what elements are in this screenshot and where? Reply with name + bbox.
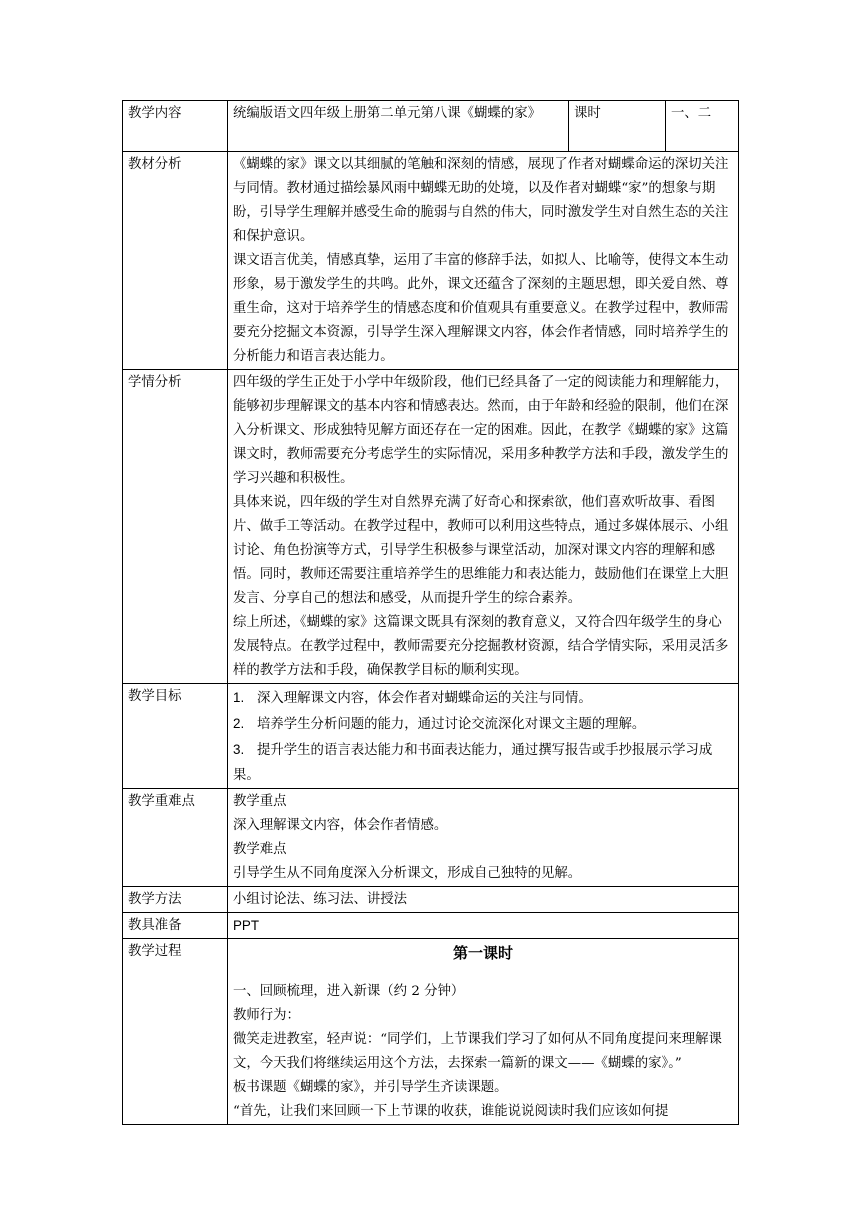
label-students: 学情分析 — [123, 370, 228, 684]
goal-number: 2. — [233, 716, 245, 731]
students-para: 综上所述，《蝴蝶的家》这篇课文既具有深刻的教育意义，又符合四年级学生的身心发展特点。在教学过程中，教师需要充分挖掘教材资源，结合学情实际，采用灵活多样的教学方法和手段，确保教学目标的顺利实现。 — [233, 615, 729, 678]
row-keypoints — [123, 789, 739, 887]
value-keypoints — [228, 789, 739, 887]
label-process: 教学过程 — [123, 939, 228, 1125]
value-goals — [228, 684, 739, 789]
process-line: 板书课题《蝴蝶的家》，并引导学生齐读课题。 — [233, 1080, 508, 1095]
row-material — [123, 152, 739, 370]
row-process — [123, 939, 739, 1125]
keypoint-heading: 教学重点 — [233, 794, 287, 809]
material-para: 课文语言优美，情感真挚，运用了丰富的修辞手法，如拟人、比喻等，使得文本生动形象，易于激发学生的共鸣。此外，课文还蕴含了深刻的主题思想，即关爱自然、尊重生命，这对于培养学生的情感态度和价值观具有重要意义。在教学过程中，教师需要充分挖掘文本资源，引导学生深入理解课文内容，体会作者情感，同时培养学生的分析能力和语言表达能力。 — [233, 253, 729, 364]
row-tools — [123, 913, 739, 939]
keypoint-text: 深入理解课文内容，体会作者情感。 — [233, 818, 448, 833]
goal-item — [233, 685, 733, 711]
process-line: 一、回顾梳理，进入新课（约 2 分钟） — [233, 984, 465, 999]
label-tools: 教具准备 — [123, 913, 228, 939]
goal-item — [233, 737, 733, 788]
goal-text: 提升学生的语言表达能力和书面表达能力，通过撰写报告或手抄报展示学习成果。 — [233, 743, 713, 783]
label-goals: 教学目标 — [123, 684, 228, 789]
value-material — [228, 152, 739, 370]
value-period: 一、二 — [666, 101, 739, 152]
label-material: 教材分析 — [123, 152, 228, 370]
lesson-plan-table — [122, 100, 739, 1125]
label-content: 教学内容 — [123, 101, 228, 152]
lesson-plan-page — [122, 100, 738, 1125]
goal-number: 1. — [233, 690, 245, 705]
row-content — [123, 101, 739, 152]
process-line: 教师行为： — [233, 1008, 300, 1023]
value-content: 统编版语文四年级上册第二单元第八课《蝴蝶的家》 — [228, 101, 569, 152]
value-process — [228, 939, 739, 1125]
row-methods — [123, 887, 739, 913]
process-line: 微笑走进教室，轻声说：“同学们，上节课我们学习了如何从不同角度提问来理解课文，今天我们将继续运用这个方法，去探索一篇新的课文——《蝴蝶的家》。” — [233, 1032, 722, 1071]
row-students — [123, 370, 739, 684]
students-para: 四年级的学生正处于小学中年级阶段，他们已经具备了一定的阅读能力和理解能力，能够初步理解课文的基本内容和情感表达。然而，由于年龄和经验的限制，他们在深入分析课文、形成独特见解方面还存在一定的困难。因此，在教学《蝴蝶的家》这篇课文时，教师需要充分考虑学生的实际情况，采用多种教学方法和手段，激发学生的学习兴趣和积极性。 — [233, 375, 729, 486]
label-keypoints: 教学重难点 — [123, 789, 228, 887]
material-para: 《蝴蝶的家》课文以其细腻的笔触和深刻的情感，展现了作者对蝴蝶命运的深切关注与同情。教材通过描绘暴风雨中蝴蝶无助的处境，以及作者对蝴蝶“家”的想象与期盼，引导学生理解并感受生命的脆弱与自然的伟大，同时激发学生对自然生态的关注和保护意识。 — [233, 157, 729, 244]
goal-text: 培养学生分析问题的能力，通过讨论交流深化对课文主题的理解。 — [257, 717, 646, 732]
students-para: 具体来说，四年级的学生对自然界充满了好奇心和探索欲，他们喜欢听故事、看图片、做手工等活动。在教学过程中，教师可以利用这些特点，通过多媒体展示、小组讨论、角色扮演等方式，引导学生积极参与课堂活动，加深对课文内容的理解和感悟。同时，教师还需要注重培养学生的思维能力和表达能力，鼓励他们在课堂上大胆发言、分享自己的想法和感受，从而提升学生的综合素养。 — [233, 495, 729, 606]
lesson-title: 第一课时 — [452, 944, 513, 962]
keypoint-heading: 教学难点 — [233, 842, 287, 857]
keypoint-text: 引导学生从不同角度深入分析课文，形成自己独特的见解。 — [233, 866, 582, 881]
value-methods: 小组讨论法、练习法、讲授法 — [228, 887, 739, 913]
goal-item — [233, 711, 733, 737]
goal-text: 深入理解课文内容，体会作者对蝴蝶命运的关注与同情。 — [257, 691, 592, 706]
label-period: 课时 — [569, 101, 666, 152]
label-methods: 教学方法 — [123, 887, 228, 913]
row-goals — [123, 684, 739, 789]
goal-number: 3. — [233, 742, 245, 757]
value-tools: PPT — [228, 913, 739, 939]
process-line: “首先，让我们来回顾一下上节课的收获，谁能说说阅读时我们应该如何提 — [233, 1104, 669, 1119]
value-students — [228, 370, 739, 684]
